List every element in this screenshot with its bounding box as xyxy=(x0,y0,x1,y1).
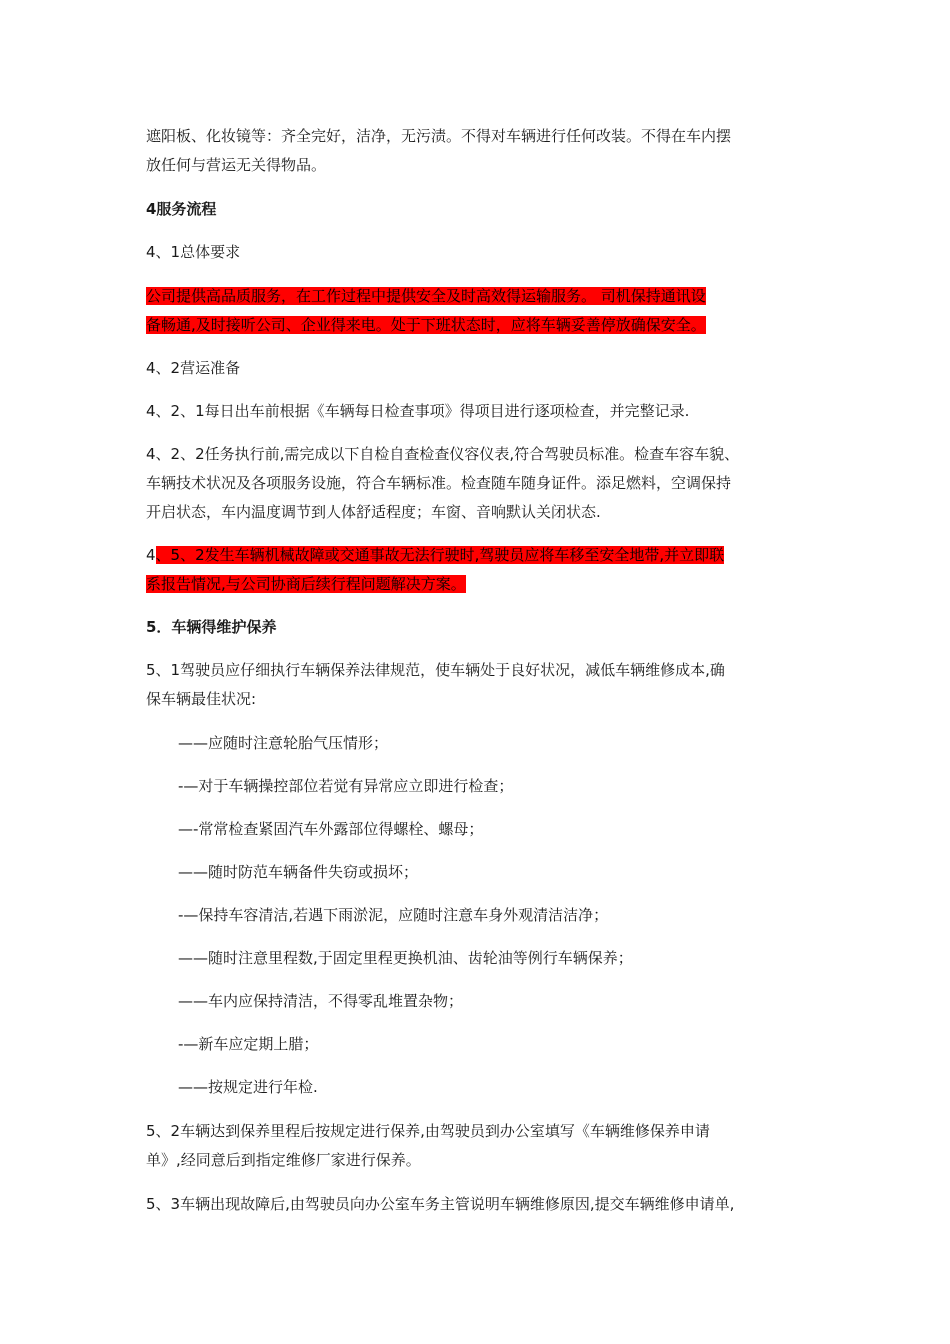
highlighted-text: 系报告情况,与公司协商后续行程问题解决方案。 xyxy=(146,575,466,593)
text-line: 4、2、2任务执行前,需完成以下自检自查检查仪容仪表,符合驾驶员标准。检查车容车貌、 xyxy=(146,445,740,463)
text-line: 保车辆最佳状况: xyxy=(146,690,257,708)
text-line: 遮阳板、化妆镜等：齐全完好，洁净，无污渍。不得对车辆进行任何改装。不得在车内摆 xyxy=(146,127,732,145)
paragraph-vehicle-interior xyxy=(146,122,816,180)
paragraph-maintenance-rules xyxy=(146,656,816,714)
heading-vehicle-maintenance: 5．车辆得维护保养 xyxy=(146,618,277,636)
list-item: ——随时防范车辆备件失窃或损坏； xyxy=(178,863,419,881)
text-line: 车辆技术状况及各项服务设施，符合车辆标准。检查随车随身证件。添足燃料，空调保持 xyxy=(146,474,732,492)
heading-service-process: 4服务流程 xyxy=(146,200,217,218)
list-item: ——应随时注意轮胎气压情形； xyxy=(178,734,389,752)
paragraph-pre-task-check xyxy=(146,440,816,527)
list-item: ——按规定进行年检. xyxy=(178,1078,318,1096)
text-line: 5、1驾驶员应仔细执行车辆保养法律规范，使车辆处于良好状况，减低车辆维修成本,确 xyxy=(146,661,725,679)
highlighted-text: 、5、2发生车辆机械故障或交通事故无法行驶时,驾驶员应将车移至安全地带,并立即联 xyxy=(155,546,725,564)
text-line: 单》,经同意后到指定维修厂家进行保养。 xyxy=(146,1151,421,1169)
paragraph-breakdown-repair: 5、3车辆出现故障后,由驾驶员向办公室车务主管说明车辆维修原因,提交车辆维修申请单, xyxy=(146,1195,735,1213)
subheading-general-requirements: 4、1总体要求 xyxy=(146,243,241,261)
subheading-operation-preparation: 4、2营运准备 xyxy=(146,359,241,377)
list-item: -—对于车辆操控部位若觉有异常应立即进行检查； xyxy=(178,777,514,795)
list-item: ——车内应保持清洁，不得零乱堆置杂物； xyxy=(178,992,464,1010)
list-item: ——随时注意里程数,于固定里程更换机油、齿轮油等例行车辆保养； xyxy=(178,949,633,967)
text-line: 放任何与营运无关得物品。 xyxy=(146,156,327,174)
paragraph-daily-check: 4、2、1每日出车前根据《车辆每日检查事项》得项目进行逐项检查，并完整记录. xyxy=(146,402,690,420)
highlighted-text: 公司提供高品质服务，在工作过程中提供安全及时高效得运输服务。 司机保持通讯设 xyxy=(146,287,706,305)
list-item: -—新车应定期上腊； xyxy=(178,1035,319,1053)
highlighted-paragraph-breakdown xyxy=(146,541,816,599)
highlighted-paragraph-service-quality xyxy=(146,282,816,340)
paragraph-maintenance-mileage xyxy=(146,1117,816,1175)
text-line: 5、2车辆达到保养里程后按规定进行保养,由驾驶员到办公室填写《车辆维修保养申请 xyxy=(146,1122,710,1140)
text-prefix: 4 xyxy=(146,546,156,564)
list-item: —-常常检查紧固汽车外露部位得螺栓、螺母； xyxy=(178,820,484,838)
list-item: -—保持车容清洁,若遇下雨淤泥，应随时注意车身外观清洁洁净； xyxy=(178,906,609,924)
highlighted-text: 备畅通,及时接听公司、企业得来电。处于下班状态时，应将车辆妥善停放确保安全。 xyxy=(146,316,706,334)
text-line: 开启状态，车内温度调节到人体舒适程度；车窗、音响默认关闭状态. xyxy=(146,503,601,521)
